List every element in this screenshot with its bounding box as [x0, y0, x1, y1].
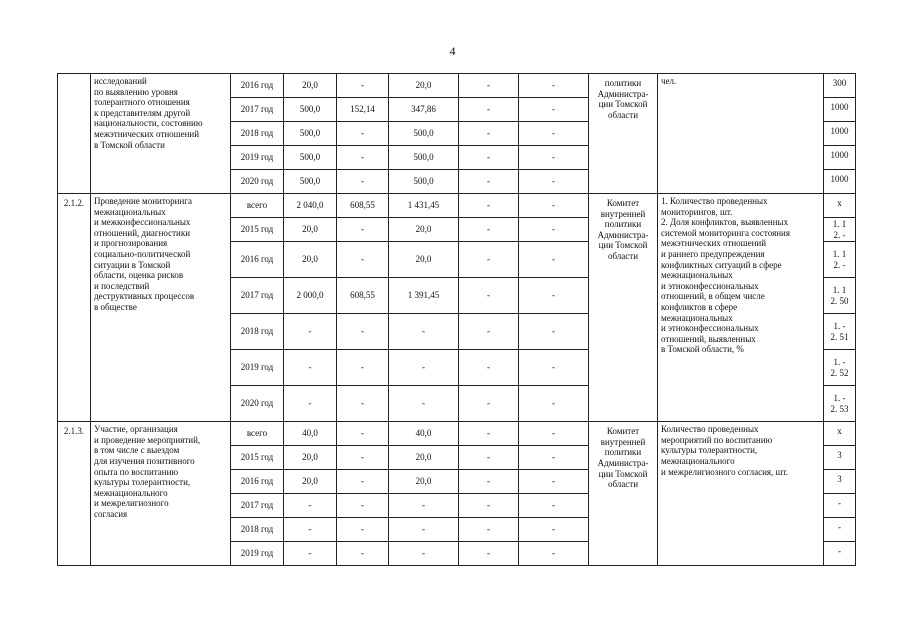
year-cell: 2018 год	[231, 518, 284, 542]
indicator-value-cell: -	[824, 542, 856, 566]
funding-total-cell: 500,0	[284, 98, 337, 122]
funding-loc-cell: -	[459, 74, 519, 98]
funding-loc-cell: -	[459, 278, 519, 314]
indicator-value-cell: 1. - 2. 52	[824, 350, 856, 386]
funding-loc-cell: -	[459, 350, 519, 386]
table-body	[58, 74, 856, 566]
funding-reg-cell: 20,0	[389, 446, 459, 470]
row-code	[58, 74, 91, 194]
funding-loc-cell: -	[459, 422, 519, 446]
funding-loc-cell: -	[459, 446, 519, 470]
funding-total-cell: 20,0	[284, 74, 337, 98]
funding-other-cell: -	[519, 350, 589, 386]
funding-loc-cell: -	[459, 218, 519, 242]
indicator-value-cell: 300	[824, 74, 856, 98]
funding-other-cell: -	[519, 422, 589, 446]
indicator-value-cell: 3	[824, 470, 856, 494]
indicator-value-cell: 1. 1 2. -	[824, 218, 856, 242]
year-cell: 2016 год	[231, 470, 284, 494]
indicator-value-cell: -	[824, 518, 856, 542]
indicator-description: Количество проведенных мероприятий по воспитанию культуры толерантности, межнационального и межрелигиозного согласия, шт.	[658, 422, 824, 566]
funding-fed-cell: -	[337, 542, 389, 566]
activity-description: Участие, организация и проведение мероприятий, в том числе с выездом для изучения позитивного опыта по воспитанию культуры толерантности, межнационального и межрелигиозного согласия	[91, 422, 231, 566]
funding-fed-cell: -	[337, 470, 389, 494]
year-cell: всего	[231, 422, 284, 446]
funding-fed-cell: -	[337, 446, 389, 470]
funding-reg-cell: -	[389, 314, 459, 350]
funding-reg-cell: 20,0	[389, 470, 459, 494]
funding-fed-cell: -	[337, 242, 389, 278]
funding-other-cell: -	[519, 74, 589, 98]
funding-fed-cell: -	[337, 518, 389, 542]
funding-loc-cell: -	[459, 542, 519, 566]
funding-loc-cell: -	[459, 494, 519, 518]
funding-loc-cell: -	[459, 98, 519, 122]
funding-total-cell: 40,0	[284, 422, 337, 446]
year-cell: 2015 год	[231, 218, 284, 242]
indicator-value-cell: 3	[824, 446, 856, 470]
funding-other-cell: -	[519, 146, 589, 170]
indicator-value-cell: 1. - 2. 51	[824, 314, 856, 350]
funding-total-cell: 500,0	[284, 146, 337, 170]
funding-total-cell: -	[284, 518, 337, 542]
funding-total-cell: 500,0	[284, 122, 337, 146]
funding-total-cell: -	[284, 350, 337, 386]
funding-reg-cell: 40,0	[389, 422, 459, 446]
funding-loc-cell: -	[459, 242, 519, 278]
funding-fed-cell: -	[337, 170, 389, 194]
indicator-value-cell: -	[824, 494, 856, 518]
funding-fed-cell: -	[337, 494, 389, 518]
indicator-value-cell: 1. 1 2. -	[824, 242, 856, 278]
funding-other-cell: -	[519, 170, 589, 194]
funding-loc-cell: -	[459, 314, 519, 350]
funding-reg-cell: 1 431,45	[389, 194, 459, 218]
funding-other-cell: -	[519, 98, 589, 122]
year-cell: 2019 год	[231, 542, 284, 566]
year-cell: 2018 год	[231, 314, 284, 350]
year-cell: 2019 год	[231, 350, 284, 386]
funding-other-cell: -	[519, 494, 589, 518]
indicator-value-cell: 1. - 2. 53	[824, 386, 856, 422]
year-cell: всего	[231, 194, 284, 218]
funding-loc-cell: -	[459, 194, 519, 218]
year-cell: 2017 год	[231, 98, 284, 122]
funding-fed-cell: 152,14	[337, 98, 389, 122]
row-code: 2.1.3.	[58, 422, 91, 566]
page-number: 4	[449, 44, 456, 58]
indicator-value-cell: 1. 1 2. 50	[824, 278, 856, 314]
funding-other-cell: -	[519, 194, 589, 218]
funding-total-cell: -	[284, 314, 337, 350]
funding-reg-cell: 20,0	[389, 218, 459, 242]
funding-fed-cell: -	[337, 386, 389, 422]
funding-loc-cell: -	[459, 386, 519, 422]
funding-fed-cell: 608,55	[337, 194, 389, 218]
funding-fed-cell: -	[337, 350, 389, 386]
activity-description: Проведение мониторинга межнациональных и межконфессиональных отношений, диагностики и прогнозирования социально-политической ситуации в Томской области, оценка рисков и последствий деструктивных процессов в обществе	[91, 194, 231, 422]
year-cell: 2019 год	[231, 146, 284, 170]
funding-loc-cell: -	[459, 146, 519, 170]
funding-other-cell: -	[519, 518, 589, 542]
funding-fed-cell: -	[337, 146, 389, 170]
program-table	[57, 73, 856, 566]
funding-fed-cell: -	[337, 314, 389, 350]
funding-other-cell: -	[519, 386, 589, 422]
funding-fed-cell: -	[337, 74, 389, 98]
funding-reg-cell: 20,0	[389, 74, 459, 98]
indicator-description: чел.	[658, 74, 824, 194]
year-cell: 2020 год	[231, 170, 284, 194]
year-cell: 2020 год	[231, 386, 284, 422]
funding-other-cell: -	[519, 314, 589, 350]
table-row	[58, 194, 856, 218]
indicator-value-cell: х	[824, 422, 856, 446]
responsible-executor: Комитет внутренней политики Администра- ции Томской области	[589, 422, 658, 566]
funding-total-cell: 20,0	[284, 218, 337, 242]
indicator-value-cell: х	[824, 194, 856, 218]
row-code: 2.1.2.	[58, 194, 91, 422]
funding-loc-cell: -	[459, 170, 519, 194]
indicator-description: 1. Количество проведенных мониторингов, шт. 2. Доля конфликтов, выявленных системой мониторинга состояния межэтнических отношений и раннего предупреждения конфликтных ситуаций в сфере межнациональных и этноконфессиональных отношений, в общем числе конфликтов в сфере межнациональных и этноконфессиональных отношений, выявленных в Томской области, %	[658, 194, 824, 422]
year-cell: 2018 год	[231, 122, 284, 146]
funding-total-cell: -	[284, 386, 337, 422]
funding-total-cell: -	[284, 542, 337, 566]
funding-total-cell: 500,0	[284, 170, 337, 194]
funding-total-cell: 20,0	[284, 446, 337, 470]
funding-other-cell: -	[519, 470, 589, 494]
funding-reg-cell: 500,0	[389, 146, 459, 170]
funding-fed-cell: -	[337, 122, 389, 146]
funding-total-cell: 2 000,0	[284, 278, 337, 314]
funding-reg-cell: -	[389, 518, 459, 542]
responsible-executor: Комитет внутренней политики Администра- ции Томской области	[589, 194, 658, 422]
funding-fed-cell: -	[337, 422, 389, 446]
funding-other-cell: -	[519, 218, 589, 242]
funding-other-cell: -	[519, 542, 589, 566]
funding-fed-cell: 608,55	[337, 278, 389, 314]
funding-other-cell: -	[519, 446, 589, 470]
funding-reg-cell: -	[389, 350, 459, 386]
funding-reg-cell: 1 391,45	[389, 278, 459, 314]
funding-total-cell: 20,0	[284, 242, 337, 278]
funding-other-cell: -	[519, 122, 589, 146]
funding-reg-cell: 20,0	[389, 242, 459, 278]
funding-reg-cell: 347,86	[389, 98, 459, 122]
funding-total-cell: 20,0	[284, 470, 337, 494]
year-cell: 2016 год	[231, 74, 284, 98]
funding-loc-cell: -	[459, 470, 519, 494]
indicator-value-cell: 1000	[824, 146, 856, 170]
year-cell: 2015 год	[231, 446, 284, 470]
table-row	[58, 422, 856, 446]
indicator-value-cell: 1000	[824, 170, 856, 194]
indicator-value-cell: 1000	[824, 98, 856, 122]
responsible-executor: политики Администра- ции Томской области	[589, 74, 658, 194]
funding-reg-cell: 500,0	[389, 170, 459, 194]
funding-loc-cell: -	[459, 122, 519, 146]
funding-reg-cell: -	[389, 542, 459, 566]
year-cell: 2017 год	[231, 494, 284, 518]
funding-loc-cell: -	[459, 518, 519, 542]
funding-other-cell: -	[519, 242, 589, 278]
activity-description: исследований по выявлению уровня толерантного отношения к представителям другой национальности, состоянию межэтнических отношений в Томской области	[91, 74, 231, 194]
indicator-value-cell: 1000	[824, 122, 856, 146]
funding-reg-cell: 500,0	[389, 122, 459, 146]
funding-reg-cell: -	[389, 494, 459, 518]
funding-fed-cell: -	[337, 218, 389, 242]
funding-other-cell: -	[519, 278, 589, 314]
year-cell: 2017 год	[231, 278, 284, 314]
table-row	[58, 74, 856, 98]
funding-reg-cell: -	[389, 386, 459, 422]
funding-total-cell: -	[284, 494, 337, 518]
year-cell: 2016 год	[231, 242, 284, 278]
funding-total-cell: 2 040,0	[284, 194, 337, 218]
